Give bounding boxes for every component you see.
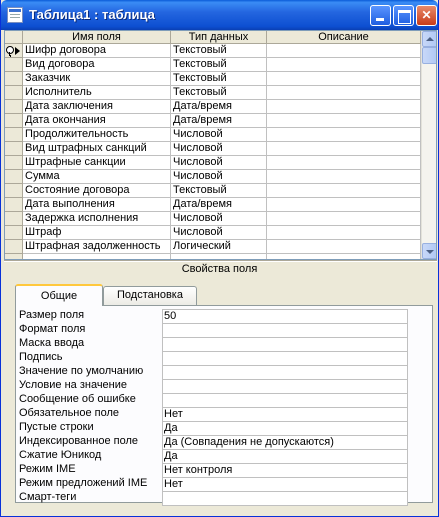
description-cell[interactable] bbox=[267, 184, 421, 198]
scroll-up-icon[interactable] bbox=[422, 31, 437, 47]
data-type-cell[interactable]: Текстовый bbox=[171, 58, 267, 72]
table-row[interactable] bbox=[5, 184, 421, 198]
property-label: Значение по умолчанию bbox=[19, 365, 144, 377]
field-name-cell[interactable]: Дата окончания bbox=[23, 114, 171, 128]
field-name-cell[interactable]: Штрафные санкции bbox=[23, 156, 171, 170]
property-value-field[interactable]: Нет bbox=[162, 477, 408, 491]
table-row[interactable] bbox=[5, 100, 421, 114]
minimize-icon[interactable] bbox=[370, 5, 391, 26]
property-value-field[interactable]: Да bbox=[162, 449, 408, 463]
data-type-cell[interactable]: Текстовый bbox=[171, 72, 267, 86]
description-cell[interactable] bbox=[267, 114, 421, 128]
property-label: Режим предложений IME bbox=[19, 477, 148, 489]
property-value-field[interactable] bbox=[162, 491, 408, 506]
row-selector[interactable] bbox=[5, 170, 23, 184]
property-row bbox=[16, 491, 408, 505]
data-type-cell[interactable]: Числовой bbox=[171, 142, 267, 156]
property-value-field[interactable]: 50 bbox=[162, 309, 408, 323]
table-row[interactable] bbox=[5, 226, 421, 240]
table-row[interactable] bbox=[5, 156, 421, 170]
title-bar[interactable] bbox=[1, 0, 438, 30]
property-row bbox=[16, 379, 408, 393]
property-row bbox=[16, 337, 408, 351]
property-label: Маска ввода bbox=[19, 337, 85, 349]
field-name-cell[interactable]: Заказчик bbox=[23, 72, 171, 86]
field-name-cell[interactable]: Дата заключения bbox=[23, 100, 171, 114]
data-type-cell[interactable]: Логический bbox=[171, 240, 267, 254]
field-grid bbox=[4, 30, 437, 260]
row-selector[interactable] bbox=[5, 86, 23, 100]
tab-lookup[interactable]: Подстановка bbox=[103, 286, 197, 305]
primary-key-icon bbox=[6, 46, 15, 56]
data-type-cell[interactable]: Дата/время bbox=[171, 100, 267, 114]
field-name-cell[interactable]: Состояние договора bbox=[23, 184, 171, 198]
table-row[interactable] bbox=[5, 72, 421, 86]
data-type-cell[interactable]: Текстовый bbox=[171, 86, 267, 100]
description-cell[interactable] bbox=[267, 128, 421, 142]
property-row bbox=[16, 323, 408, 337]
property-value-field[interactable] bbox=[162, 379, 408, 393]
property-label: Режим IME bbox=[19, 463, 76, 475]
property-label: Индексированное поле bbox=[19, 435, 138, 447]
property-label: Размер поля bbox=[19, 309, 85, 321]
table-row[interactable] bbox=[5, 212, 421, 226]
property-value-field[interactable]: Нет bbox=[162, 407, 408, 421]
property-label: Пустые строки bbox=[19, 421, 94, 433]
data-type-cell[interactable]: Текстовый bbox=[171, 44, 267, 58]
property-row bbox=[16, 449, 408, 463]
field-name-cell[interactable]: Вид договора bbox=[23, 58, 171, 72]
table-row[interactable] bbox=[5, 114, 421, 128]
field-name-cell[interactable]: Задержка исполнения bbox=[23, 212, 171, 226]
data-type-cell[interactable]: Числовой bbox=[171, 128, 267, 142]
property-value-field[interactable] bbox=[162, 393, 408, 407]
description-cell[interactable] bbox=[267, 86, 421, 100]
data-type-cell[interactable]: Числовой bbox=[171, 170, 267, 184]
table-row[interactable] bbox=[5, 128, 421, 142]
data-type-cell[interactable]: Текстовый bbox=[171, 184, 267, 198]
table-row[interactable] bbox=[5, 240, 421, 254]
description-cell[interactable] bbox=[267, 58, 421, 72]
data-type-cell[interactable]: Дата/время bbox=[171, 114, 267, 128]
property-row bbox=[16, 463, 408, 477]
row-selector[interactable] bbox=[5, 44, 23, 58]
property-row bbox=[16, 309, 408, 323]
description-cell[interactable] bbox=[267, 100, 421, 114]
scroll-down-icon[interactable] bbox=[422, 243, 437, 259]
property-value-field[interactable]: Да bbox=[162, 421, 408, 435]
description-cell[interactable] bbox=[267, 170, 421, 184]
row-selector[interactable] bbox=[5, 100, 23, 114]
data-type-cell[interactable]: Числовой bbox=[171, 226, 267, 240]
close-icon[interactable]: ✕ bbox=[416, 5, 437, 26]
row-selector[interactable] bbox=[5, 156, 23, 170]
field-name-cell[interactable]: Сумма bbox=[23, 170, 171, 184]
row-selector[interactable] bbox=[5, 184, 23, 198]
row-selector[interactable] bbox=[5, 226, 23, 240]
general-properties-panel bbox=[15, 305, 433, 503]
table-row[interactable] bbox=[5, 44, 421, 58]
scroll-thumb[interactable] bbox=[422, 47, 437, 64]
table-row[interactable] bbox=[5, 170, 421, 184]
tab-general[interactable]: Общие bbox=[15, 284, 103, 306]
property-label: Сжатие Юникод bbox=[19, 449, 102, 461]
field-name-cell[interactable]: Продолжительность bbox=[23, 128, 171, 142]
property-row bbox=[16, 351, 408, 365]
window-title: Таблица1 : таблица bbox=[29, 7, 155, 22]
row-selector[interactable] bbox=[5, 240, 23, 254]
table-row[interactable] bbox=[5, 86, 421, 100]
table-row[interactable] bbox=[5, 58, 421, 72]
description-cell[interactable] bbox=[267, 226, 421, 240]
description-cell[interactable] bbox=[267, 156, 421, 170]
property-label: Обязательное поле bbox=[19, 407, 120, 419]
property-row bbox=[16, 393, 408, 407]
description-cell[interactable] bbox=[267, 44, 421, 58]
column-header-description[interactable]: Описание bbox=[267, 31, 421, 44]
property-value-field[interactable] bbox=[162, 365, 408, 379]
property-label: Формат поля bbox=[19, 323, 86, 335]
table-icon[interactable] bbox=[7, 7, 23, 23]
column-header-data-type[interactable]: Тип данных bbox=[171, 31, 267, 44]
description-cell[interactable] bbox=[267, 142, 421, 156]
description-cell[interactable] bbox=[267, 212, 421, 226]
description-cell[interactable] bbox=[267, 72, 421, 86]
vertical-scrollbar[interactable] bbox=[421, 31, 437, 259]
property-value-field[interactable]: Нет контроля bbox=[162, 463, 408, 477]
property-row bbox=[16, 477, 408, 491]
property-label: Сообщение об ошибке bbox=[19, 393, 136, 405]
property-value-field[interactable] bbox=[162, 323, 408, 337]
table-row[interactable] bbox=[5, 198, 421, 212]
property-row bbox=[16, 435, 408, 449]
property-value-field[interactable] bbox=[162, 337, 408, 351]
property-row bbox=[16, 407, 408, 421]
property-row bbox=[16, 365, 408, 379]
row-selector-header bbox=[5, 31, 23, 44]
row-selector[interactable] bbox=[5, 212, 23, 226]
description-cell[interactable] bbox=[267, 240, 421, 254]
field-properties-title: Свойства поля bbox=[181, 263, 258, 275]
table-row[interactable] bbox=[5, 142, 421, 156]
row-selector[interactable] bbox=[5, 58, 23, 72]
property-label: Смарт-теги bbox=[19, 491, 77, 503]
field-name-cell[interactable]: Штраф bbox=[23, 226, 171, 240]
property-label: Условие на значение bbox=[19, 379, 128, 391]
field-name-cell[interactable]: Шифр договора bbox=[23, 44, 171, 58]
field-name-cell[interactable]: Дата выполнения bbox=[23, 198, 171, 212]
current-row-arrow-icon bbox=[15, 47, 20, 55]
grid-header bbox=[5, 31, 421, 44]
property-label: Подпись bbox=[19, 351, 63, 363]
field-name-cell[interactable]: Штрафная задолженность bbox=[23, 240, 171, 254]
field-name-cell[interactable]: Исполнитель bbox=[23, 86, 171, 100]
row-selector[interactable] bbox=[5, 198, 23, 212]
row-selector[interactable] bbox=[5, 114, 23, 128]
column-header-field-name[interactable]: Имя поля bbox=[23, 31, 171, 44]
data-type-cell[interactable]: Дата/время bbox=[171, 198, 267, 212]
property-row bbox=[16, 421, 408, 435]
data-type-cell[interactable]: Числовой bbox=[171, 212, 267, 226]
row-selector[interactable] bbox=[5, 142, 23, 156]
property-value-field[interactable] bbox=[162, 351, 408, 365]
description-cell[interactable] bbox=[267, 198, 421, 212]
property-value-field[interactable]: Да (Совпадения не допускаются) bbox=[162, 435, 408, 449]
row-selector[interactable] bbox=[5, 72, 23, 86]
row-selector[interactable] bbox=[5, 128, 23, 142]
field-name-cell[interactable]: Вид штрафных санкций bbox=[23, 142, 171, 156]
data-type-cell[interactable]: Числовой bbox=[171, 156, 267, 170]
maximize-icon[interactable] bbox=[393, 5, 414, 26]
